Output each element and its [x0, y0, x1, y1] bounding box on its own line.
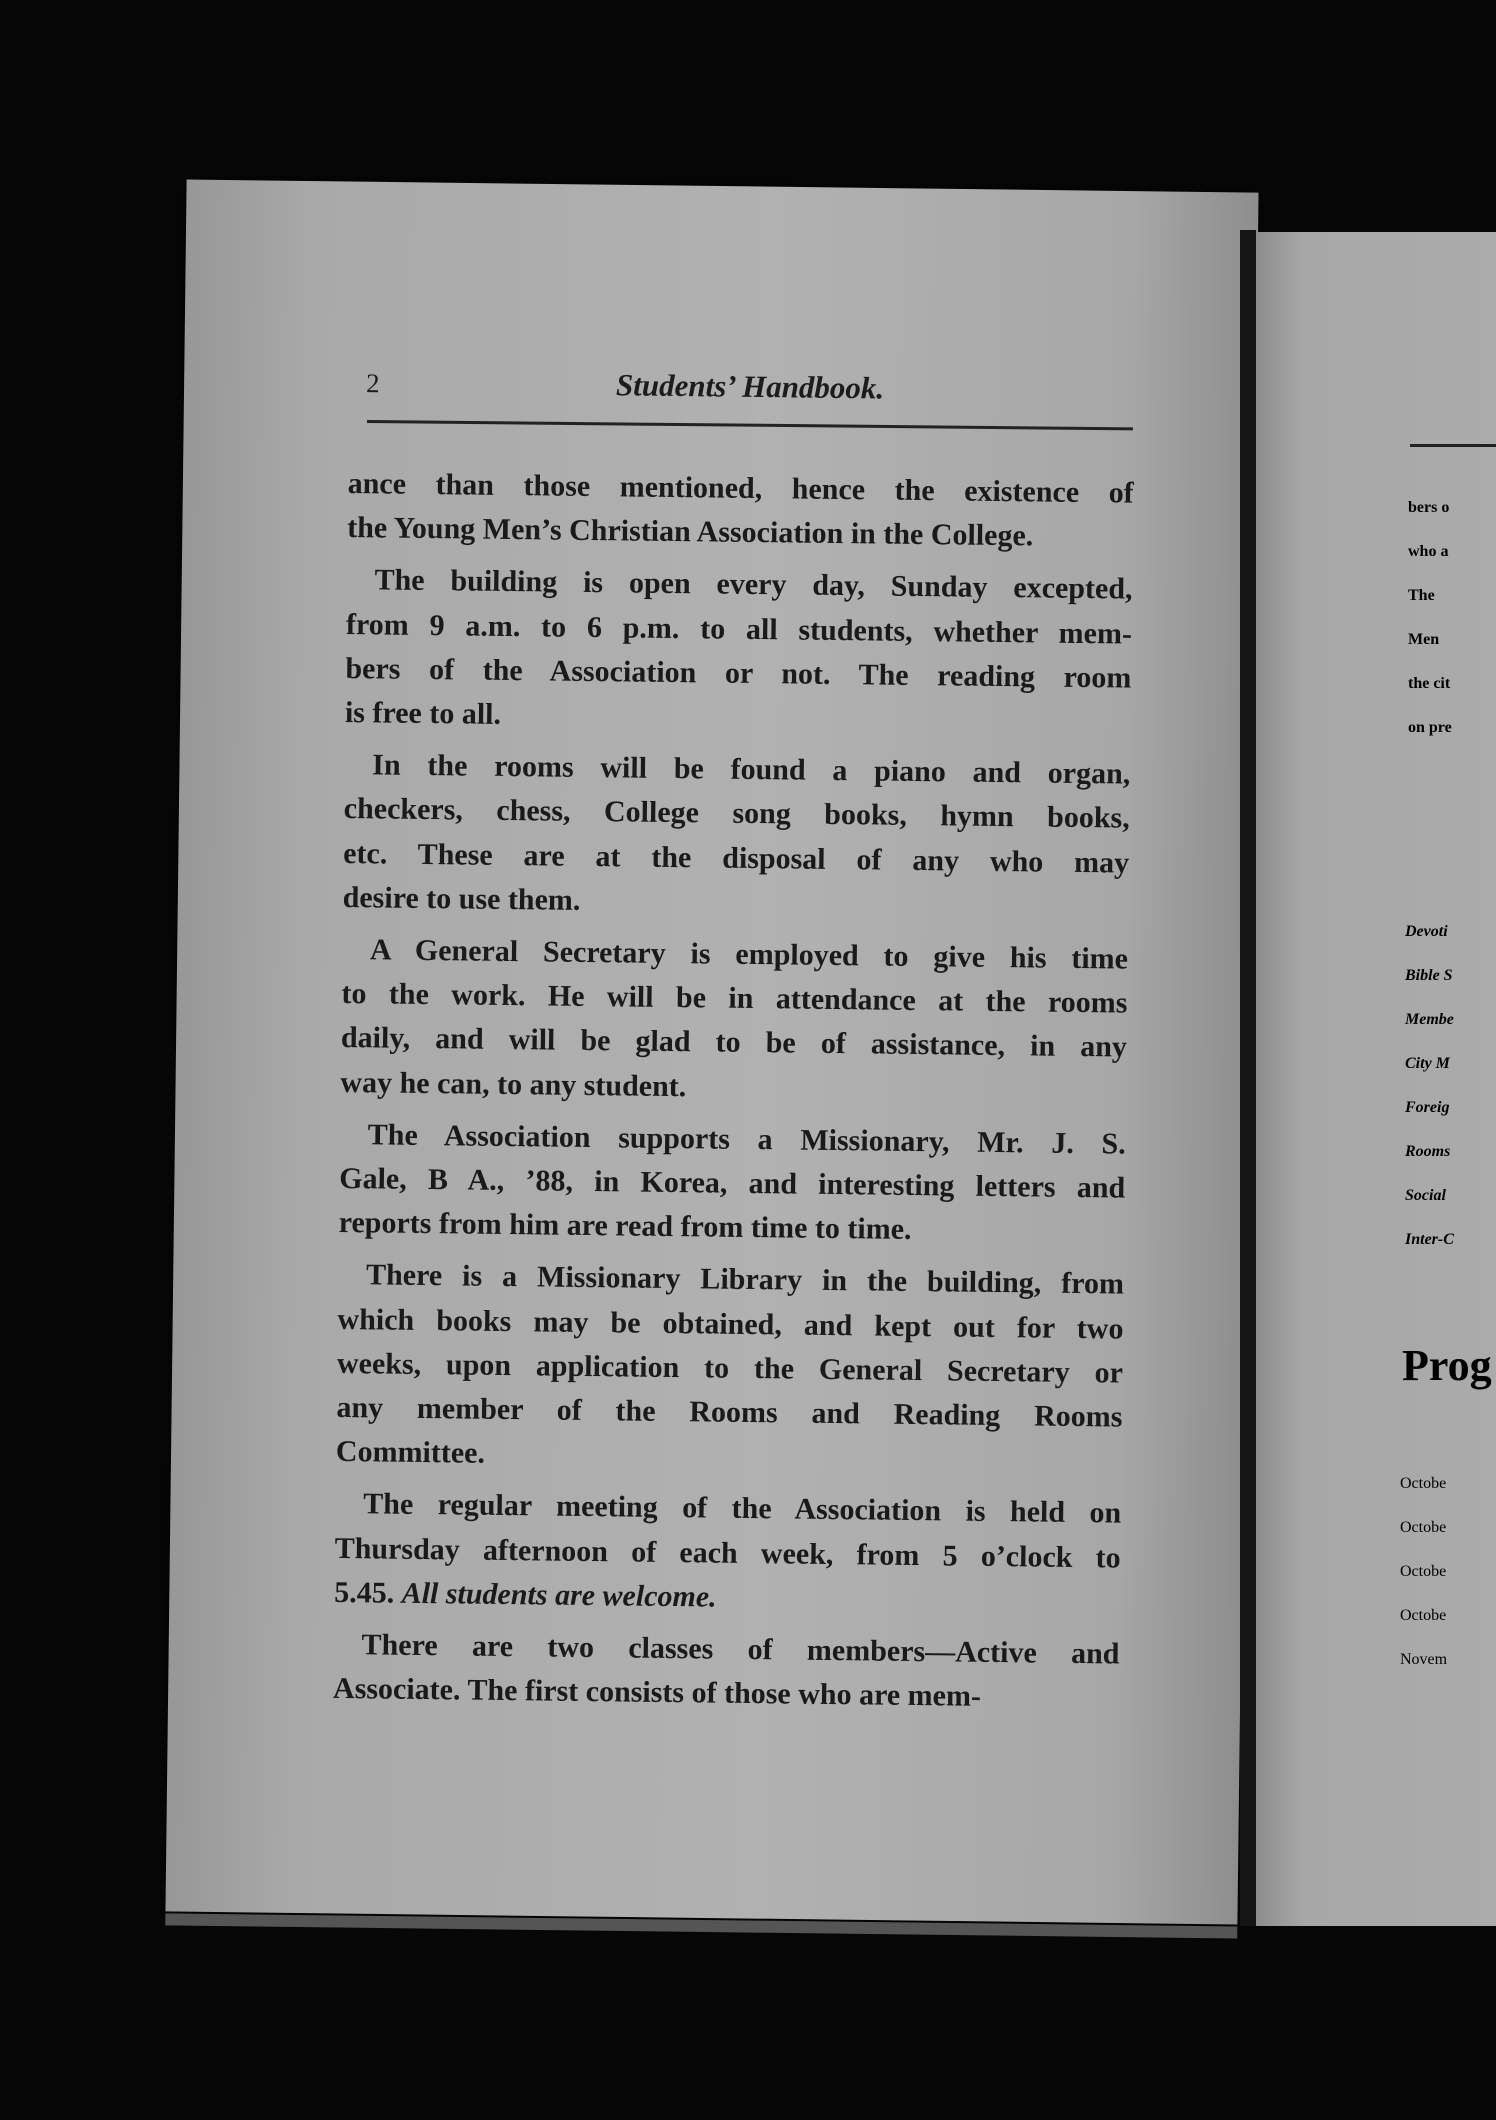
right-page-line: Inter-C: [1405, 1231, 1454, 1248]
right-page-line: Novem: [1400, 1651, 1448, 1668]
right-page-line: on pre: [1408, 719, 1452, 736]
text-line: The Association supports a Missionary, Mr. J. S.: [367, 1118, 1126, 1161]
right-page-line: Octobe: [1400, 1607, 1447, 1624]
paragraph: [342, 743, 1130, 929]
text-line: way he can, to any student.: [340, 1065, 687, 1103]
right-page: [1256, 232, 1496, 1926]
welcome-note: All students are welcome.: [401, 1576, 717, 1614]
right-page-line: The: [1408, 587, 1435, 604]
right-page-line: Social: [1405, 1187, 1446, 1204]
text-line: checkers, chess, College song books, hymn books,: [343, 792, 1130, 835]
text-line: bers of the Association or not. The reading room: [345, 651, 1132, 695]
paragraph: [333, 1623, 1120, 1721]
paragraph: [336, 1253, 1125, 1484]
right-page-committee-list: [1405, 910, 1454, 1262]
right-page-line: Foreig: [1405, 1099, 1450, 1116]
right-page-line: Devoti: [1405, 923, 1448, 940]
body-text: [333, 462, 1134, 1729]
right-page-line: Octobe: [1400, 1475, 1447, 1492]
text-line: daily, and will be glad to be of assistance, in any: [340, 1021, 1128, 1064]
text-line: Committee.: [335, 1435, 486, 1471]
running-title: Students’ Handbook.: [615, 367, 885, 406]
paragraph: [345, 558, 1133, 744]
right-header-rule: [1410, 444, 1496, 447]
right-page-program-heading: Prog: [1402, 1341, 1492, 1390]
paragraph: [340, 928, 1128, 1114]
text-line: There are two classes of members—Active and: [361, 1628, 1120, 1671]
text-line: Thursday afternoon of each week, from 5 o’clock to: [334, 1531, 1121, 1575]
text-line: Gale, B A., ’88, in Korea, and interesting letters and: [339, 1161, 1126, 1205]
text-line: the Young Men’s Christian Association in the College.: [346, 511, 1034, 553]
right-page-months: [1400, 1462, 1447, 1682]
text-line: desire to use them.: [342, 880, 581, 917]
text-line: The regular meeting of the Association is held on: [363, 1487, 1122, 1530]
text-line: reports from him are read from time to time.: [338, 1206, 912, 1247]
right-page-line: the cit: [1408, 675, 1451, 692]
text-line: weeks, upon application to the General Secretary or: [336, 1346, 1124, 1390]
right-page-line: Octobe: [1400, 1563, 1447, 1580]
text-line: any member of the Rooms and Reading Rooms: [336, 1390, 1123, 1434]
paragraph: [338, 1113, 1126, 1255]
meeting-time: 5.45.: [333, 1575, 395, 1610]
text-line: is free to all.: [344, 695, 502, 731]
right-page-line: Membe: [1405, 1011, 1454, 1028]
text-line: to the work. He will be in attendance at the rooms: [341, 977, 1128, 1020]
paragraph: [347, 462, 1134, 560]
page-number: 2: [365, 368, 380, 399]
book-spine: [1240, 230, 1256, 1926]
text-line: Associate. The first consists of those who are mem-: [332, 1672, 982, 1714]
text-line: which books may be obtained, and kept out for two: [337, 1302, 1124, 1346]
right-page-line: City M: [1405, 1055, 1450, 1072]
text-line: from 9 a.m. to 6 p.m. to all students, whether mem-: [345, 607, 1133, 651]
right-page-line: Octobe: [1400, 1519, 1447, 1536]
text-line: ance than those mentioned, hence the existence of: [347, 466, 1134, 510]
text-line: A General Secretary is employed to give his time: [369, 933, 1129, 976]
text-line: In the rooms will be found a piano and organ,: [372, 748, 1131, 791]
right-page-line: bers o: [1408, 499, 1450, 516]
text-line: etc. These are at the disposal of any who may: [343, 836, 1130, 880]
text-line: There is a Missionary Library in the building, from: [365, 1258, 1125, 1301]
text-line: The building is open every day, Sunday excepted,: [374, 563, 1133, 606]
right-page-line: Bible S: [1405, 967, 1453, 984]
right-page-top-text: [1408, 486, 1452, 750]
right-page-line: Rooms: [1405, 1143, 1451, 1160]
right-page-line: who a: [1408, 543, 1449, 560]
paragraph: [334, 1482, 1122, 1624]
right-page-line: Men: [1408, 631, 1440, 648]
